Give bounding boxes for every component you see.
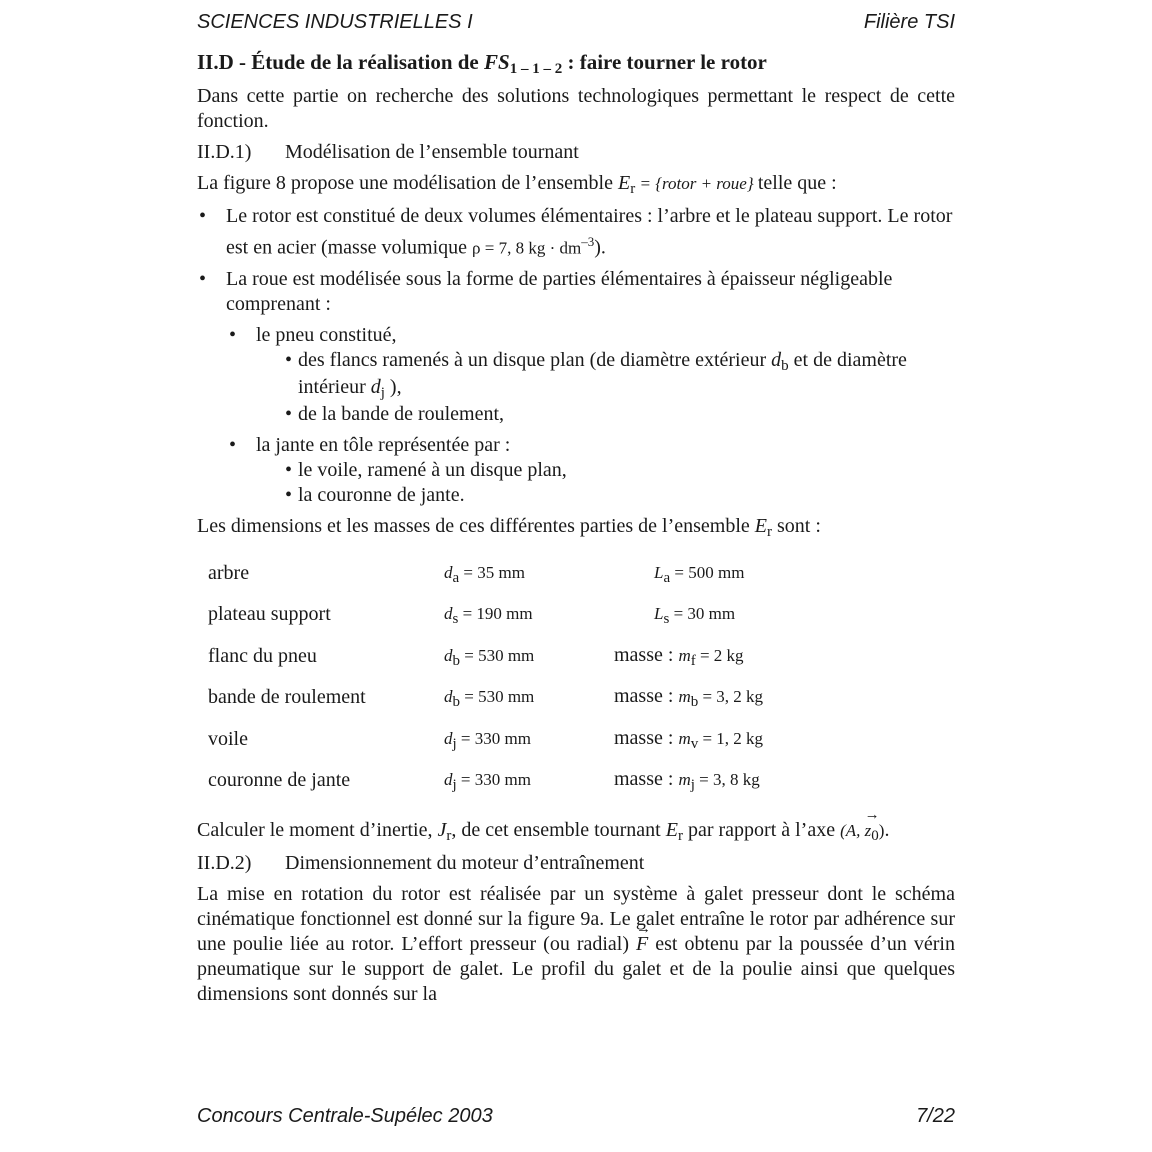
page-footer (197, 1105, 955, 1131)
last-paragraph (197, 882, 955, 1007)
jr-symbol: J (437, 818, 447, 841)
document-page (197, 0, 955, 1152)
diameter-value: = 190 mm (458, 604, 533, 624)
diameter-subscript: j (452, 735, 457, 752)
last-paragraph-text-b: est obtenu par la poussée d’un vérin pneumatique sur le support de galet. Le profil du galet et de la poulie ainsi que quelques dimensions sont donnés sur la (197, 932, 955, 1005)
quantity-value: = 3, 8 kg (694, 770, 760, 790)
header-right: Filière TSI (863, 11, 955, 33)
quantity-symbol: L (654, 562, 664, 582)
bullet-rotor-end: ). (594, 236, 606, 259)
set-expression: = {rotor + roue} (635, 174, 758, 193)
bullet-voile-text: le voile, ramené à un disque plan, (298, 458, 567, 481)
axis-open: (A, (840, 820, 865, 840)
mass-length-cell (614, 719, 904, 761)
er-subscript: r (677, 827, 683, 844)
quantity-symbol: m (678, 687, 691, 707)
dimension-row (208, 719, 904, 761)
mass-label: masse : (614, 768, 679, 791)
quantity-symbol: L (654, 604, 664, 624)
mass-length-cell (614, 553, 904, 595)
dimension-row (208, 760, 904, 802)
section-title-prefix: II.D - Étude de la réalisation de (197, 50, 485, 74)
jr-subscript: r (446, 827, 452, 844)
subsection-2-number: II.D.2) (197, 851, 252, 874)
bullet-pneu (197, 323, 955, 348)
calc-text-c: par rapport à l’axe (682, 818, 841, 841)
er-symbol: E (754, 514, 768, 537)
quantity-subscript: j (690, 777, 695, 794)
rho-expression: ρ = 7, 8 kg · dm (472, 238, 582, 258)
bullet-bande-text: de la bande de roulement, (298, 402, 505, 425)
diameter-symbol: d (444, 645, 453, 665)
diameter-subscript: b (452, 652, 460, 669)
bullet-dot: • (285, 483, 293, 506)
db-subscript: b (781, 357, 789, 374)
dimension-row (208, 594, 904, 636)
page-body (197, 50, 955, 1013)
bullet-flancs-text-b: et de diamètre intérieur (298, 348, 907, 398)
mass-label: masse : (614, 726, 679, 749)
bullet-flancs (197, 348, 955, 402)
bullet-dot: • (285, 402, 293, 425)
bullet-rotor (197, 204, 955, 261)
part-name: arbre (208, 561, 250, 584)
figure-paragraph (197, 171, 955, 198)
bullet-dot: • (285, 348, 293, 371)
subsection-2-title: Dimensionnement du moteur d’entraînement (285, 851, 645, 874)
bullet-roue (197, 267, 955, 317)
f-vector: → F (636, 932, 648, 957)
quantity-value: = 30 mm (669, 604, 736, 624)
bullet-dot: • (229, 433, 237, 456)
dimensions-intro (197, 514, 955, 541)
dimension-row (208, 553, 904, 595)
page-header (197, 11, 955, 37)
mass-label: masse : (614, 685, 679, 708)
bullet-jante (197, 433, 955, 458)
section-title-suffix: : faire tourner le rotor (562, 50, 767, 74)
diameter-symbol: d (444, 687, 453, 707)
subsection-2-heading (197, 851, 955, 876)
section-title (197, 50, 955, 78)
bullet-couronne (197, 483, 955, 508)
subsection-1-number: II.D.1) (197, 141, 252, 163)
rho-exponent: –3 (581, 234, 595, 249)
diameter-symbol: d (444, 770, 453, 790)
diameter-subscript: a (452, 569, 460, 586)
calc-text-b: , de cet ensemble tournant (451, 818, 666, 841)
er-symbol: E (618, 172, 631, 194)
diameter-cell (444, 719, 614, 761)
part-name: voile (208, 727, 248, 750)
bullet-flancs-end: ), (384, 375, 402, 398)
mass-length-cell (614, 677, 904, 719)
bullet-jante-text: la jante en tôle représentée par : (256, 433, 511, 456)
last-paragraph-text-a: La mise en rotation du rotor est réalisée par un système à galet presseur dont le schéma cinématique fonctionnel est donné sur la figure 9a. Le galet entraîne le rotor par adhérence sur une poulie liée au rotor. L’effort presseur (ou radial) (197, 882, 955, 955)
mass-length-cell (614, 594, 904, 636)
dimensions-intro-end: sont : (772, 514, 821, 537)
fs-subscript: 1 – 1 – 2 (509, 61, 563, 77)
dimension-row (208, 677, 904, 719)
dimension-row (208, 636, 904, 678)
bullet-couronne-text: la couronne de jante. (298, 483, 465, 506)
part-name: couronne de jante (208, 769, 351, 792)
dj-symbol: d (370, 375, 381, 398)
quantity-symbol: m (678, 728, 691, 748)
subsection-1-title: Modélisation de l’ensemble tournant (285, 141, 579, 163)
quantity-symbol: m (678, 770, 691, 790)
dimensions-table (208, 553, 904, 802)
dimensions-intro-text: Les dimensions et les masses de ces différentes parties de l’ensemble (197, 514, 755, 537)
calculation-paragraph (197, 818, 955, 845)
diameter-cell (444, 760, 614, 802)
diameter-cell (444, 594, 614, 636)
diameter-value: = 35 mm (459, 562, 525, 582)
bullet-dot: • (229, 323, 237, 346)
diameter-subscript: b (452, 694, 460, 711)
calc-text-end: . (884, 818, 890, 841)
quantity-subscript: f (690, 652, 696, 669)
diameter-symbol: d (444, 562, 453, 582)
bullet-dot: • (285, 458, 293, 481)
quantity-symbol: m (678, 645, 691, 665)
intro-paragraph: Dans cette partie on recherche des solutions technologiques permettant le respect de cette fonction. (197, 85, 955, 132)
footer-left: Concours Centrale-Supélec 2003 (197, 1105, 493, 1127)
quantity-subscript: b (690, 694, 699, 711)
diameter-value: = 330 mm (456, 728, 531, 748)
z-vector: → z (865, 818, 872, 843)
diameter-value: = 530 mm (460, 645, 535, 665)
axis-close: ) (878, 820, 885, 840)
bullet-bande (197, 402, 955, 427)
header-left: SCIENCES INDUSTRIELLES I (197, 11, 473, 33)
mass-length-cell (614, 760, 904, 802)
page-number: 7/22 (916, 1105, 955, 1127)
quantity-value: = 500 mm (670, 562, 745, 582)
z-subscript: 0 (871, 827, 879, 844)
diameter-cell (444, 636, 614, 678)
bullet-roue-text: La roue est modélisée sous la forme de parties élémentaires à épaisseur négligeable comprenant : (226, 267, 893, 315)
diameter-subscript: s (452, 611, 459, 628)
diameter-subscript: j (452, 777, 457, 794)
mass-length-cell (614, 636, 904, 678)
db-symbol: d (771, 348, 782, 371)
bullet-flancs-text: des flancs ramenés à un disque plan (de diamètre extérieur (298, 348, 772, 371)
figure-text-b: telle que : (757, 172, 837, 194)
er-symbol: E (665, 818, 678, 841)
mass-label: masse : (614, 643, 679, 666)
figure-text-a: La figure 8 propose une modélisation de l’ensemble (197, 172, 618, 194)
diameter-value: = 330 mm (456, 770, 531, 790)
quantity-subscript: v (690, 735, 699, 752)
quantity-value: = 3, 2 kg (698, 687, 764, 707)
quantity-subscript: a (663, 569, 671, 586)
diameter-cell (444, 553, 614, 595)
bullet-voile (197, 458, 955, 483)
bullet-dot: • (199, 205, 207, 227)
diameter-value: = 530 mm (460, 687, 535, 707)
diameter-symbol: d (444, 728, 453, 748)
bullet-rotor-text: Le rotor est constitué de deux volumes élémentaires : l’arbre et le plateau support. Le rotor est en acier (masse volumique (226, 205, 953, 259)
bullet-pneu-text: le pneu constitué, (256, 323, 397, 346)
quantity-value: = 1, 2 kg (698, 728, 764, 748)
part-name: flanc du pneu (208, 644, 317, 667)
dj-subscript: j (380, 384, 385, 401)
bullet-dot: • (199, 267, 207, 290)
part-name: plateau support (208, 603, 331, 626)
part-name: bande de roulement (208, 686, 366, 709)
fs-symbol: FS (484, 50, 510, 74)
quantity-subscript: s (663, 611, 670, 628)
er-subscript: r (767, 523, 773, 540)
subsection-1-heading (197, 140, 955, 165)
er-subscript: r (630, 181, 636, 197)
diameter-cell (444, 677, 614, 719)
calc-text-a: Calculer le moment d’inertie, (197, 818, 438, 841)
quantity-value: = 2 kg (695, 645, 744, 665)
diameter-symbol: d (444, 604, 453, 624)
dimensions-table-body (208, 553, 904, 802)
